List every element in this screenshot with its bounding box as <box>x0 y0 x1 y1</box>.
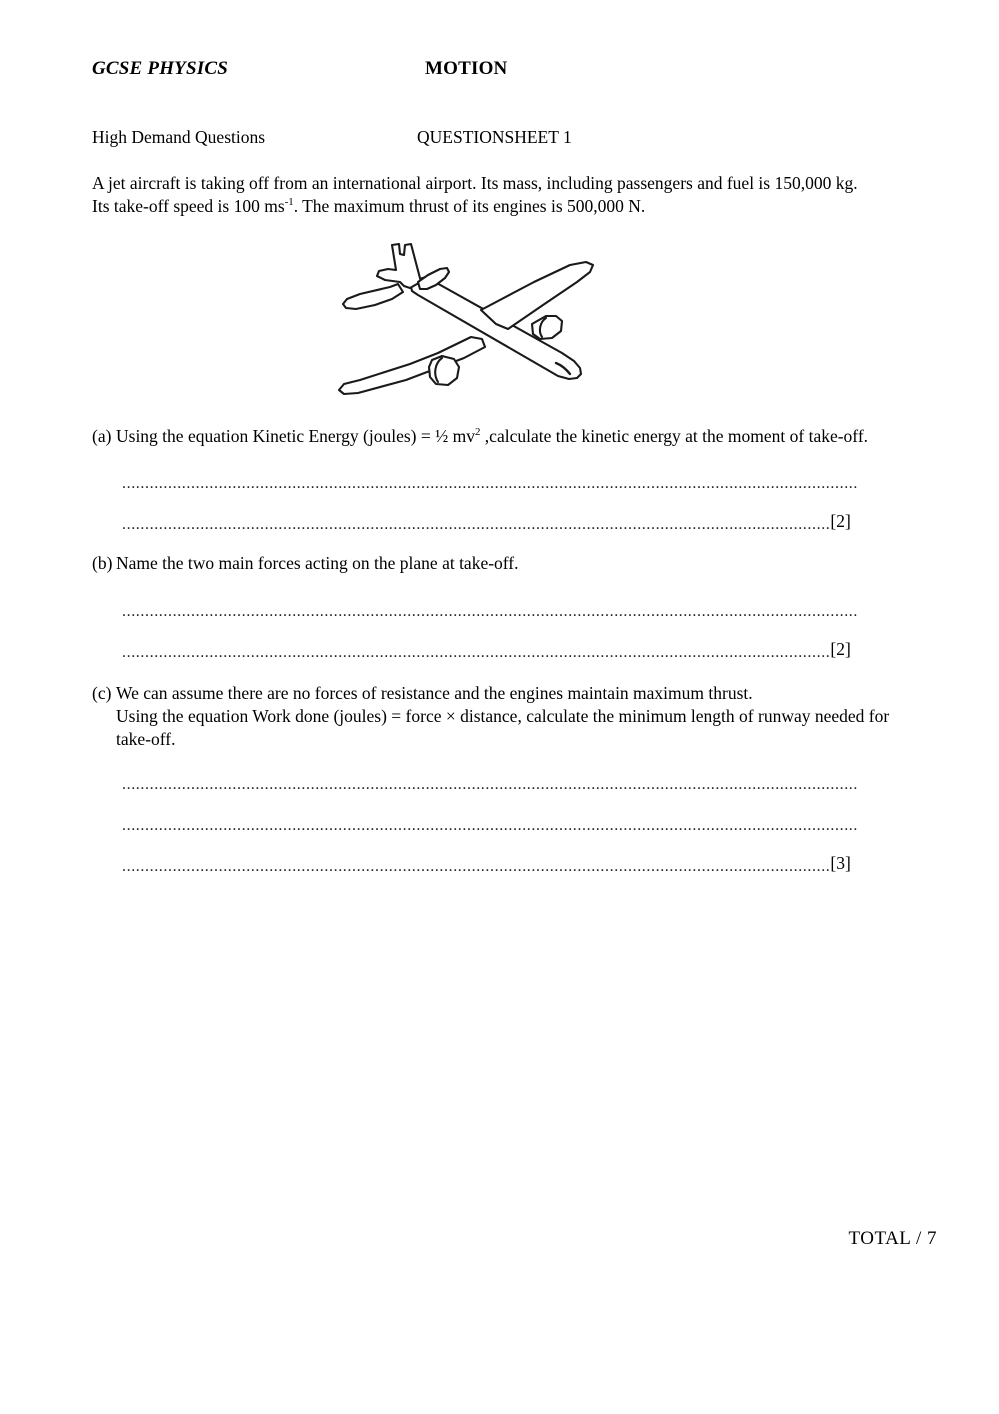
stem-line-2-part-a: Its take-off speed is 100 ms <box>92 196 285 216</box>
horizontal-stabilizer-right <box>418 268 449 289</box>
demand-level-label: High Demand Questions <box>92 127 266 147</box>
dot-leader: ................................................................................................................................................................ <box>122 603 858 620</box>
answer-line-b-1[interactable] <box>122 601 937 621</box>
question-stem <box>92 172 937 218</box>
course-title: GCSE PHYSICS <box>92 58 228 79</box>
answer-line-b-2[interactable] <box>122 642 937 662</box>
engine-nacelle-near <box>429 356 459 385</box>
dot-leader: .......................................................................................................................................................... <box>122 644 831 661</box>
question-b <box>92 552 937 575</box>
engine-nacelle-far <box>532 316 562 339</box>
answer-line-c-3[interactable] <box>122 856 937 876</box>
wing-far <box>481 262 593 329</box>
answer-line-a-2[interactable] <box>122 514 937 534</box>
stem-line-2 <box>92 195 937 218</box>
question-a-text-part-b: ,calculate the kinetic energy at the moment of take-off. <box>480 426 869 446</box>
dot-leader: ................................................................................................................................................................ <box>122 475 858 492</box>
question-a-label: (a) <box>92 426 112 446</box>
topic-title: MOTION <box>425 58 508 79</box>
marks-a: [2] <box>830 514 851 531</box>
question-c-text-line-3: take-off. <box>116 729 176 749</box>
speed-unit-exponent: -1 <box>284 196 294 209</box>
dot-leader: ................................................................................................................................................................ <box>122 776 858 793</box>
question-b-text: Name the two main forces acting on the plane at take-off. <box>116 553 519 573</box>
stem-line-1: A jet aircraft is taking off from an international airport. Its mass, including passengers and fuel is 150,000 kg. <box>92 173 858 193</box>
total-marks: TOTAL / 7 <box>848 1228 937 1249</box>
question-c-text-line-1: We can assume there are no forces of resistance and the engines maintain maximum thrust. <box>116 683 753 703</box>
marks-b: [2] <box>830 642 851 659</box>
question-a <box>92 425 937 448</box>
questionsheet-label: QUESTIONSHEET 1 <box>417 127 572 147</box>
question-c-text-line-2: Using the equation Work done (joules) = force × distance, calculate the minimum length of runway needed for <box>116 706 890 726</box>
stem-line-2-part-b: . The maximum thrust of its engines is 500,000 N. <box>293 196 646 216</box>
answer-line-c-1[interactable] <box>122 774 937 794</box>
marks-c: [3] <box>830 856 851 873</box>
page-header <box>92 58 932 86</box>
dot-leader: .......................................................................................................................................................... <box>122 858 831 875</box>
question-c-label: (c) <box>92 683 112 703</box>
question-a-row <box>92 425 937 448</box>
question-c <box>92 682 937 751</box>
question-c-row <box>92 682 937 705</box>
dot-leader: ................................................................................................................................................................ <box>122 817 858 834</box>
question-b-row <box>92 552 937 575</box>
question-b-label: (b) <box>92 553 113 573</box>
jet-aircraft-figure <box>330 232 610 402</box>
horizontal-stabilizer-left <box>343 284 403 309</box>
answer-line-c-2[interactable] <box>122 815 937 835</box>
page-subheader <box>92 127 932 151</box>
question-a-text <box>116 425 937 448</box>
vertical-stabilizer <box>377 244 421 288</box>
jet-aircraft-icon <box>330 232 610 402</box>
wing-near <box>339 337 485 394</box>
answer-line-a-1[interactable] <box>122 473 937 493</box>
question-a-text-part-a: Using the equation Kinetic Energy (joules) = ½ mv <box>116 426 475 446</box>
velocity-exponent: 2 <box>475 426 481 439</box>
dot-leader: .......................................................................................................................................................... <box>122 516 831 533</box>
